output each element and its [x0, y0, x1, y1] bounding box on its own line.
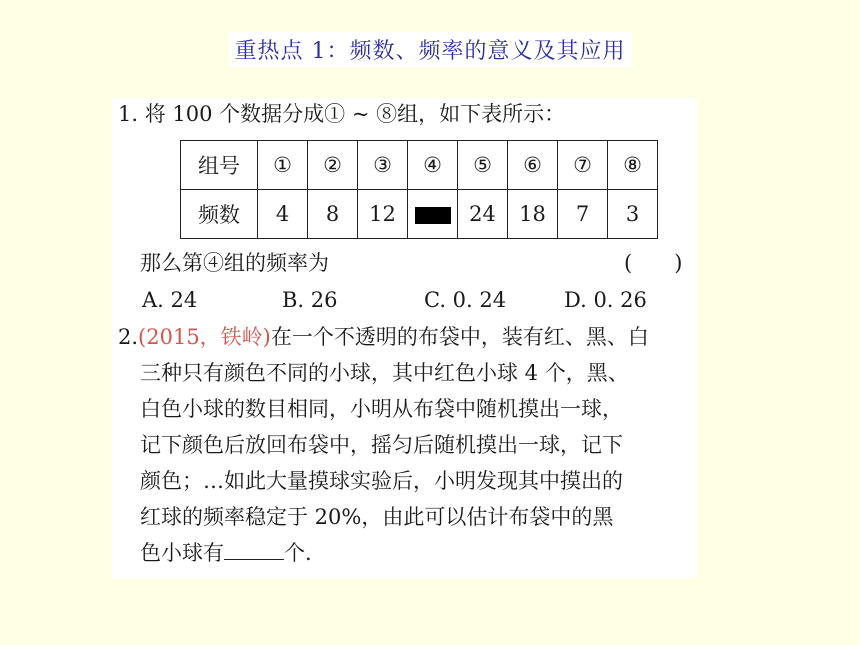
q2-text-line: 颜色；…如此大量摸球实验后，小明发现其中摸出的	[140, 469, 623, 493]
table-cell: 8	[308, 190, 358, 239]
table-cell-hidden	[408, 190, 458, 239]
table-cell: ⑥	[508, 141, 558, 190]
table-row-freqs	[181, 190, 658, 239]
q2-text-line: 白色小球的数目相同，小明从布袋中随机摸出一球，	[140, 397, 623, 421]
table-cell: 7	[558, 190, 608, 239]
table-cell: 18	[508, 190, 558, 239]
table-cell: ②	[308, 141, 358, 190]
q2-last-prefix: 色小球有	[140, 541, 224, 565]
table-header-cell: 组号	[181, 141, 258, 190]
q2-text-line: 在一个不透明的布袋中，装有红、黑、白	[270, 325, 649, 349]
option-c: C. 0. 24	[424, 288, 507, 312]
q2-last-suffix: 个.	[284, 541, 312, 565]
option-a: A. 24	[142, 288, 198, 312]
q1-stem: 1. 将 100 个数据分成① ~ ⑧组，如下表所示：	[118, 102, 566, 126]
q2-last-line	[140, 539, 312, 567]
page-title	[0, 32, 860, 67]
answer-bracket: ( )	[624, 251, 683, 275]
table-cell: ①	[258, 141, 308, 190]
table-cell: ⑦	[558, 141, 608, 190]
table-row-groups	[181, 141, 658, 190]
table-cell: ⑧	[608, 141, 658, 190]
table-cell: ⑤	[458, 141, 508, 190]
table-header-cell: 频数	[181, 190, 258, 239]
table-cell: ③	[358, 141, 408, 190]
option-d: D. 0. 26	[564, 288, 647, 312]
table-cell: 3	[608, 190, 658, 239]
table-cell: ④	[408, 141, 458, 190]
redacted-block	[415, 207, 451, 224]
q1-options	[112, 286, 697, 314]
q2-first-line	[118, 323, 649, 351]
q1-question: 那么第④组的频率为	[140, 251, 329, 275]
question-panel	[112, 98, 697, 578]
table-cell: 24	[458, 190, 508, 239]
frequency-table	[180, 140, 658, 239]
table-cell: 4	[258, 190, 308, 239]
q2-text-line: 记下颜色后放回布袋中，摇匀后随机摸出一球，记下	[140, 433, 623, 457]
q2-source: (2015，铁岭)	[138, 325, 271, 349]
answer-blank[interactable]	[224, 539, 284, 560]
q2-text-line: 红球的频率稳定于 20%，由此可以估计布袋中的黑	[140, 505, 614, 529]
table-cell: 12	[358, 190, 408, 239]
page-title-text: 重热点 1：频数、频率的意义及其应用	[229, 32, 632, 67]
q2-text-line: 三种只有颜色不同的小球，其中红色小球 4 个，黑、	[140, 361, 629, 385]
q2-number: 2.	[118, 325, 139, 349]
option-b: B. 26	[282, 288, 338, 312]
